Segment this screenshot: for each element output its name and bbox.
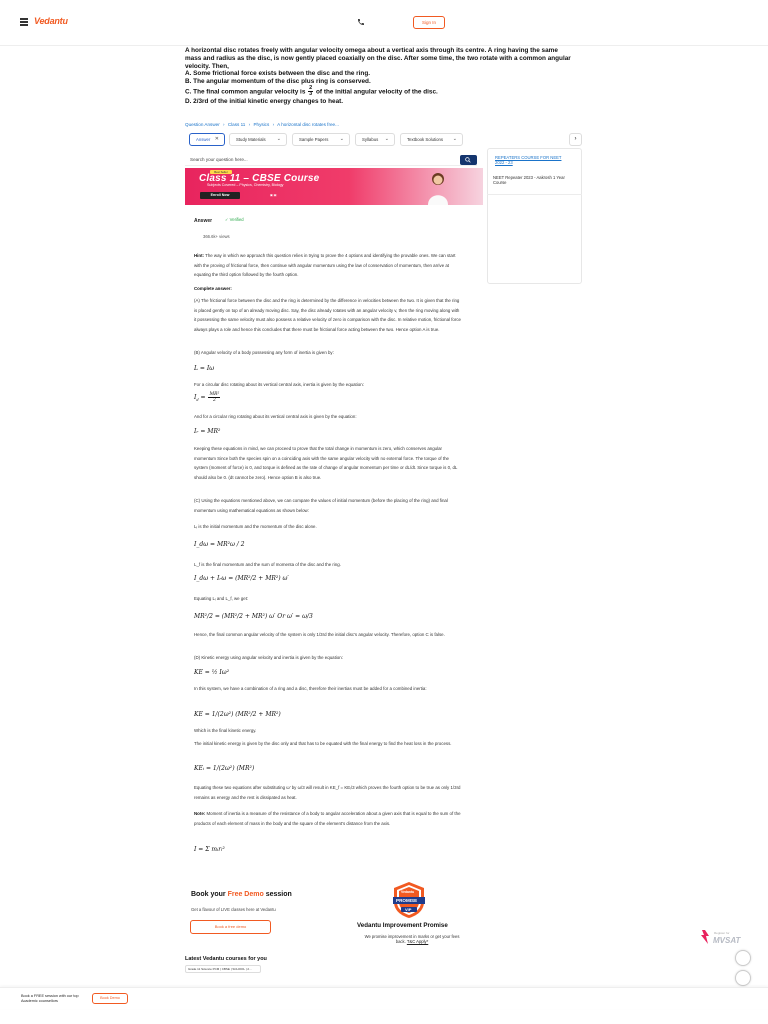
site-header <box>0 0 768 46</box>
option-c-fraction <box>308 86 313 98</box>
chat-button[interactable] <box>735 950 751 966</box>
part-b-body: Keeping these equations in mind, we can proceed to prove that the total change in momentum is zero, which conserves angular momentum Since both the species spin on a coinciding axis with the same angular velocity with no external force. The torque of the system (moment of force) is 0, and torque is defined as the rate of change of angular momentum per time or dL/dt. Since torque is 0, dL should also be 0. (dt cannot be zero). Hence option B is also true. <box>194 446 458 480</box>
verified-badge: ✓ Verified <box>225 217 244 222</box>
final-ke-text: Which is the final kinetic energy. <box>194 728 257 733</box>
book-suffix: session <box>263 891 292 898</box>
badge-vip-text: VIP <box>405 907 412 912</box>
breadcrumb <box>185 122 341 127</box>
equation-ir: Iᵣ = MR² <box>194 428 221 435</box>
search-input[interactable]: Search your question here... <box>185 153 477 166</box>
equation-inertia: I = Σ mᵢrᵢ² <box>194 846 225 853</box>
promise-title: Vedantu Improvement Promise <box>357 922 448 929</box>
best-seller-tag: Best Seller <box>210 170 232 174</box>
teacher-image <box>425 170 451 205</box>
part-d-intro: (D) Kinetic energy using angular velocity and inertia is given by the equation: <box>194 655 343 660</box>
answer-label: Answer <box>194 218 213 224</box>
note-text: Moment of inertia is a measure of the resistance of a body to angular acceleration about a given axis that is equal to the sum of the products of each element of mass in the body and the square of the element's distance from the axis. <box>194 811 461 826</box>
equation-ke-combined: KE = 1/(2ω²) (MR²/2 + MR²) <box>194 711 281 718</box>
fraction-denominator: 3 <box>309 91 313 98</box>
equating-two-text: Equating these two equations after substituting ω′ by ω/3 will result in KE_f = KEᵢ/3 which proves the fourth option to be true as only 1/3rd remains as energy and the rest is dissipated as heat. <box>194 785 461 800</box>
divider <box>487 194 582 195</box>
hint-paragraph <box>194 251 462 280</box>
chevron-down-icon: ⌄ <box>276 136 281 142</box>
sidebar-course-link[interactable]: REPEATERS COURSE FOR NEET 2022 - 23 <box>495 155 562 166</box>
mvsat-icon[interactable] <box>700 930 710 949</box>
search-icon <box>465 157 471 163</box>
chevron-down-icon: ⌄ <box>384 136 389 142</box>
complete-answer-heading: Complete answer: <box>194 286 232 291</box>
note-paragraph <box>194 809 462 828</box>
view-count: 366.6k+ views <box>203 234 230 239</box>
question-text <box>185 47 575 106</box>
latest-courses-title: Latest Vedantu courses for you <box>185 956 267 962</box>
option-a: A. Some frictional force exists between the disc and the ring. <box>185 70 371 78</box>
banner-logo-icon: ▣ ▣ <box>270 193 277 197</box>
eq-id-denominator: 2 <box>212 398 216 403</box>
filter-syllabus[interactable] <box>355 133 395 146</box>
breadcrumb-subject[interactable]: Physics <box>253 122 270 127</box>
breadcrumb-current[interactable]: A horizontal disc rotates free... <box>277 122 339 127</box>
close-icon[interactable]: ✕ <box>214 136 219 142</box>
option-c-post: of the initial angular velocity of the disc. <box>316 88 438 96</box>
eq-id-numerator: MR² <box>209 392 220 397</box>
part-c-result: Hence, the final common angular velocity of the system is only 1/3rd the initial disc's angular velocity. Therefore, option C is false. <box>194 632 445 637</box>
part-b-intro: (B) Angular velocity of a body possessing any form of inertia is given by: <box>194 350 334 355</box>
promise-text: We promise improvement in marks or get your fees back. <box>364 934 460 945</box>
sidebar-card <box>487 148 582 284</box>
disc-inertia-text: For a circular disc rotating about its vertical central axis, inertia is given by the equation: <box>194 382 364 387</box>
filter-textbook-solutions-label: Textbook Solutions <box>407 137 444 142</box>
sidebar-course-desc[interactable]: NEET Repeater 2023 - Aakrosh 1 Year Course <box>493 175 565 186</box>
part-a-paragraph: (A) The frictional force between the disc and the ring is determined by the difference in velocities between the two. It is given that the ring is placed gently on top of an already moving disc. Say, the disc already rotates with an angular velocity v, then the ring moving along with it possessing the same velocity must also possess a relative velocity of zero in comparison with the disc. In relative motion, frictional force always plays a role and hence this concludes that there must be frictional force acting between the two. Hence option A is true. <box>194 298 461 332</box>
equating-text: Equating Lᵢ and L_f, we get: <box>194 596 249 601</box>
tnc-link[interactable]: T&C Apply* <box>406 939 429 945</box>
vip-promise-badge-icon <box>389 880 429 920</box>
badge-top-text: Vedantu <box>401 890 415 894</box>
question-stem: A horizontal disc rotates freely with angular velocity omega about a vertical axis through its centre. A ring having the same mass and radius as the disc, is now gently placed coaxially on the disc. After some time, the two rotate with a common angular velocity. Then, <box>185 47 571 70</box>
eq-id-lhs: I <box>194 394 197 401</box>
filter-study-materials-label: Study Materials <box>236 137 266 142</box>
equation-li: I_dω = MR²ω / 2 <box>194 541 245 548</box>
equation-id: $I_d$ = $\frac{\text{MR²}}{2}$ <box>194 392 220 403</box>
part-c-intro: (C) Using the equations mentioned above, we can compare the values of initial momentum (before the placing of the ring) and final momentum using mathematical equations as shown below: <box>194 498 448 513</box>
eq-id-sub: d <box>196 398 199 403</box>
lf-text: L_f is the final momentum and the sum of momenta of the disc and the ring. <box>194 562 341 567</box>
promise-subtitle <box>363 934 461 945</box>
ring-inertia-text: And for a circular ring rotating about its vertical central axis is given by the equation: <box>194 414 357 419</box>
sign-in-button[interactable]: Sign In <box>413 16 445 29</box>
option-c-pre: C. The final common angular velocity is <box>185 88 306 96</box>
option-c <box>185 86 575 98</box>
initial-ke-text: The initial kinetic energy is given by the disc only and that has to be equated with the final energy to find the heat loss in the process. <box>194 741 452 746</box>
mvsat-register-text[interactable]: Register for <box>714 931 730 935</box>
filter-syllabus-label: Syllabus <box>362 137 379 142</box>
breadcrumb-question-answer[interactable]: Question Answer <box>185 122 220 127</box>
breadcrumb-separator: › <box>272 122 275 127</box>
footer-text: Book a FREE session with our top Academic counsellors <box>21 994 79 1003</box>
breadcrumb-class[interactable]: Class 11 <box>227 122 246 127</box>
complete-answer-label <box>194 284 462 294</box>
search-button[interactable] <box>460 155 477 165</box>
filter-answer-label: Answer <box>196 137 211 142</box>
chevron-right-icon: › <box>574 136 577 142</box>
book-highlight: Free Demo <box>227 891 264 898</box>
book-demo-title <box>191 891 292 898</box>
filter-answer[interactable] <box>189 133 225 146</box>
hamburger-menu-icon[interactable] <box>20 18 28 26</box>
filter-sample-papers-label: Sample Papers <box>299 137 329 142</box>
filter-textbook-solutions[interactable] <box>400 133 463 146</box>
banner-title: Class 11 – CBSE Course <box>199 173 320 184</box>
filter-sample-papers[interactable] <box>292 133 350 146</box>
eq-id-fraction <box>208 392 220 403</box>
hint-text: The way in which we approach this question relies in trying to prove the 4 options and identifying the provable ones. We can start with the proving of frictional force, then continue with angular momentum using the law of conservation of momentum, then arrive at equating the third option followed by the fourth option. <box>194 253 456 278</box>
breadcrumb-separator: › <box>223 122 225 127</box>
equation-kei: KEᵢ = 1/(2ω²) (MR²) <box>194 765 255 772</box>
option-b: B. The angular momentum of the disc plus ring is conserved. <box>185 78 371 86</box>
book-demo-subtitle: Get a flavour of LIVE classes here at Vedantu <box>191 907 276 912</box>
mvsat-logo[interactable]: MVSAT <box>713 936 741 945</box>
badge-text: PROMISE <box>396 898 418 903</box>
phone-icon[interactable] <box>357 18 365 26</box>
book-prefix: Book your <box>191 891 228 898</box>
hint-label: Hint: <box>194 253 204 258</box>
equation-l: L = Iω <box>194 365 215 372</box>
chevron-down-icon: ⌄ <box>339 136 344 142</box>
book-demo-button[interactable]: Book Demo <box>92 993 128 1004</box>
scroll-top-button[interactable] <box>735 970 751 986</box>
note-label: Note: <box>194 811 206 816</box>
equation-lf: I_dω + Iᵣω = (MR²/2 + MR²) ω′ <box>194 575 289 582</box>
combined-inertia-text: In this system, we have a combination of a ring and a disc, therefore their inertias must be added for a combined inertia: <box>194 686 427 691</box>
course-selector[interactable]: Grade 11 Science PCM | CBSE | SCHOOL | 2... <box>185 965 261 973</box>
option-d: D. 2/3rd of the initial kinetic energy changes to heat. <box>185 97 344 105</box>
enroll-now-button[interactable]: Enroll Now <box>200 192 240 199</box>
vedantu-logo[interactable]: Vedantu <box>34 16 68 26</box>
li-text: Lᵢ is the initial momentum and the momentum of the disc alone. <box>194 524 317 529</box>
breadcrumb-separator: › <box>248 122 251 127</box>
banner-subjects: Subjects Covered – Physics, Chemistry, Biology <box>207 183 284 187</box>
book-free-demo-button[interactable]: Book a free demo <box>190 920 271 934</box>
chevron-down-icon: ⌄ <box>452 136 457 142</box>
filter-study-materials[interactable] <box>229 133 287 146</box>
equation-ke: KE = ½ Iω² <box>194 669 230 676</box>
fraction-numerator: 2 <box>309 84 313 91</box>
equation-equate: MR²/2 = (MR²/2 + MR²) ω′ Or ω′ = ω/3 <box>194 613 313 620</box>
filters-next-button[interactable] <box>569 133 582 146</box>
